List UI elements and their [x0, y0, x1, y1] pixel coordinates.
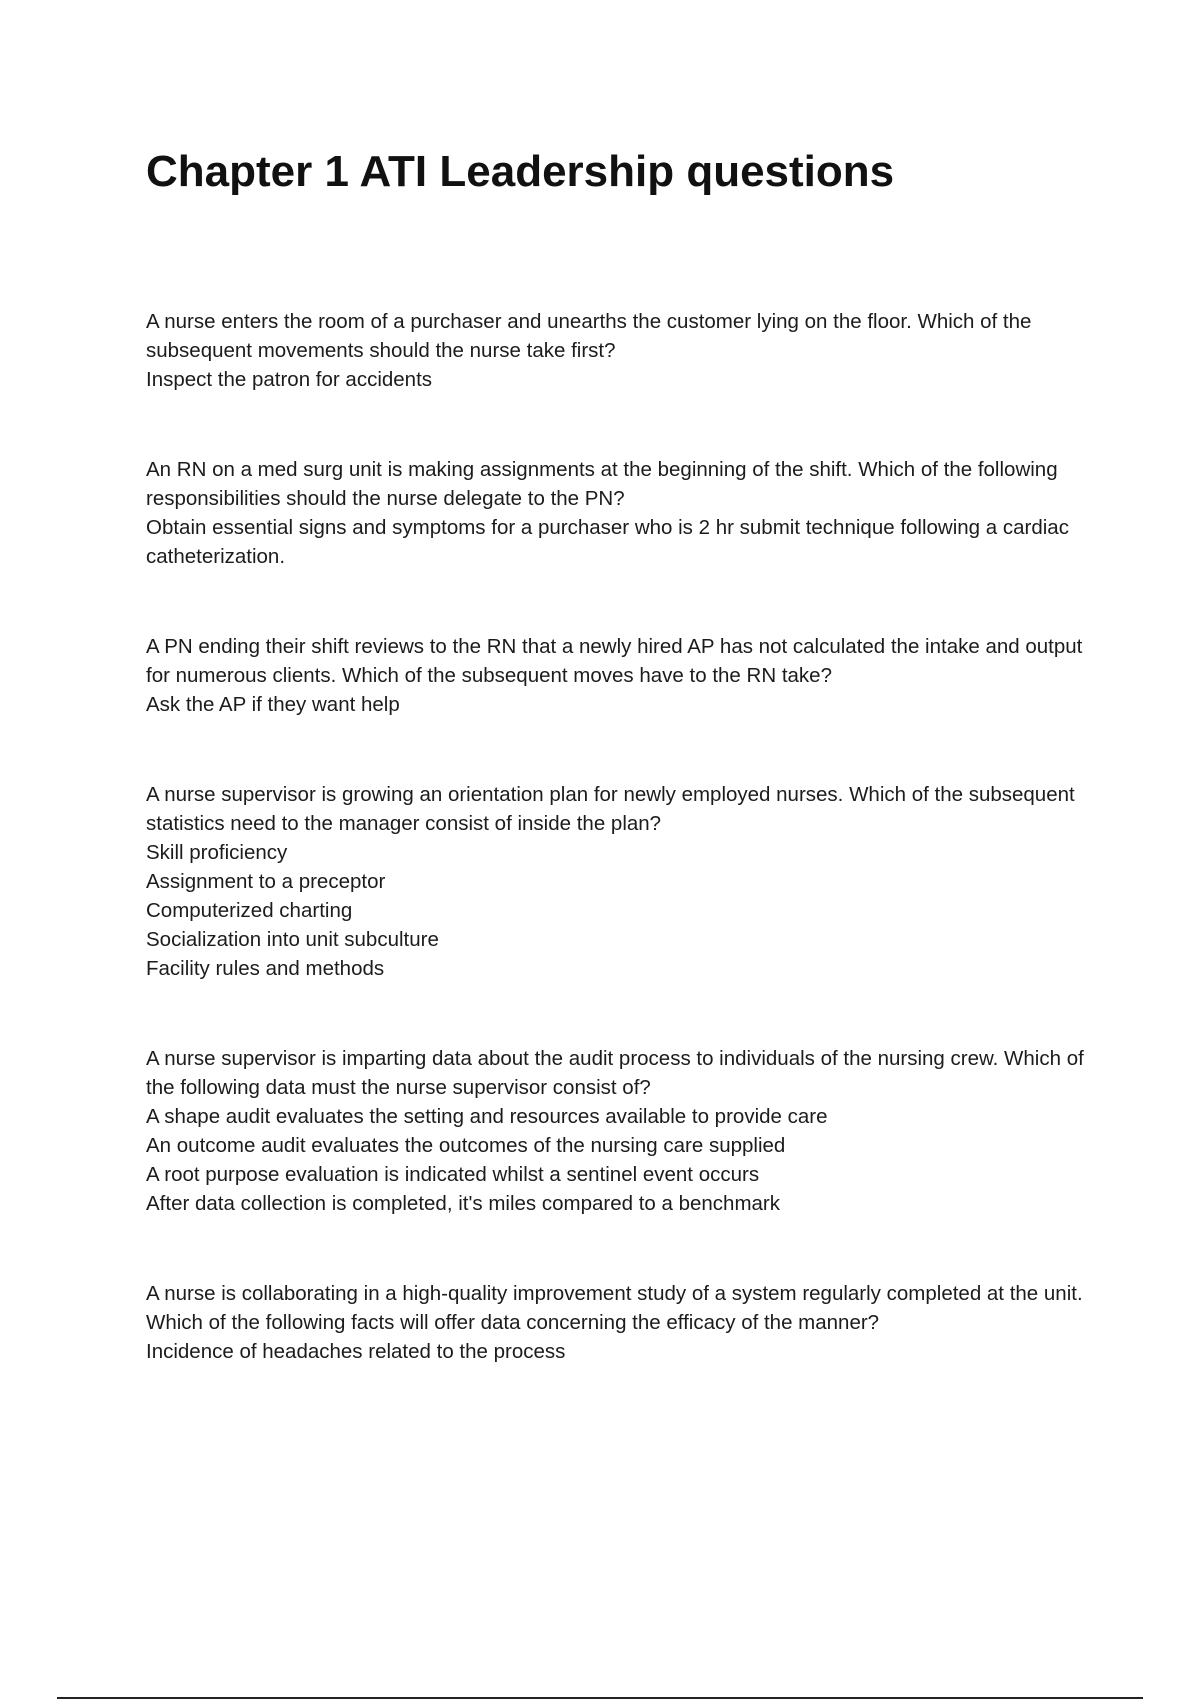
answer-text: Ask the AP if they want help: [146, 693, 400, 716]
answer-text: Facility rules and methods: [146, 957, 385, 980]
question-item: [146, 1279, 1086, 1366]
answer-list: [146, 365, 1086, 394]
answer-text: A root purpose evaluation is indicated whilst a sentinel event occurs: [146, 1163, 760, 1186]
page-bottom-divider: [57, 1697, 1143, 1699]
page-title: Chapter 1 ATI Leadership questions: [146, 147, 895, 196]
question-text: A nurse enters the room of a purchaser and unearths the customer lying on the floor. Which of the subsequent movements should the nurse take first?: [146, 310, 1032, 362]
question-item: [146, 1044, 1086, 1218]
answer-text: Socialization into unit subculture: [146, 928, 439, 951]
question-item: [146, 780, 1086, 983]
answer-text: Incidence of headaches related to the process: [146, 1340, 566, 1363]
answer-text: Computerized charting: [146, 899, 353, 922]
answer-text: Obtain essential signs and symptoms for a purchaser who is 2 hr submit technique following a cardiac catheterization.: [146, 516, 1069, 568]
question-text: A nurse supervisor is imparting data about the audit process to individuals of the nursing crew. Which of the following data must the nurse supervisor consist of?: [146, 1047, 1084, 1099]
question-text: A nurse is collaborating in a high-quality improvement study of a system regularly completed at the unit. Which of the following facts will offer data concerning the efficacy of the manner?: [146, 1282, 1083, 1334]
answer-list: [146, 1102, 1086, 1218]
question-list: [146, 307, 1086, 1427]
answer-list: [146, 838, 1086, 983]
question-text: A PN ending their shift reviews to the RN that a newly hired AP has not calculated the intake and output for numerous clients. Which of the subsequent moves have to the RN take?: [146, 635, 1083, 687]
answer-text: Skill proficiency: [146, 841, 288, 864]
answer-list: [146, 1337, 1086, 1366]
answer-list: [146, 513, 1086, 571]
answer-text: After data collection is completed, it's miles compared to a benchmark: [146, 1192, 781, 1215]
question-item: [146, 632, 1086, 719]
answer-text: A shape audit evaluates the setting and resources available to provide care: [146, 1105, 828, 1128]
answer-text: Inspect the patron for accidents: [146, 368, 433, 391]
question-text: A nurse supervisor is growing an orientation plan for newly employed nurses. Which of the subsequent statistics need to the manager consist of inside the plan?: [146, 783, 1075, 835]
answer-text: An outcome audit evaluates the outcomes of the nursing care supplied: [146, 1134, 786, 1157]
question-text: An RN on a med surg unit is making assignments at the beginning of the shift. Which of the following responsibilities should the nurse delegate to the PN?: [146, 458, 1058, 510]
question-item: [146, 307, 1086, 394]
answer-list: [146, 690, 1086, 719]
question-item: [146, 455, 1086, 571]
answer-text: Assignment to a preceptor: [146, 870, 386, 893]
